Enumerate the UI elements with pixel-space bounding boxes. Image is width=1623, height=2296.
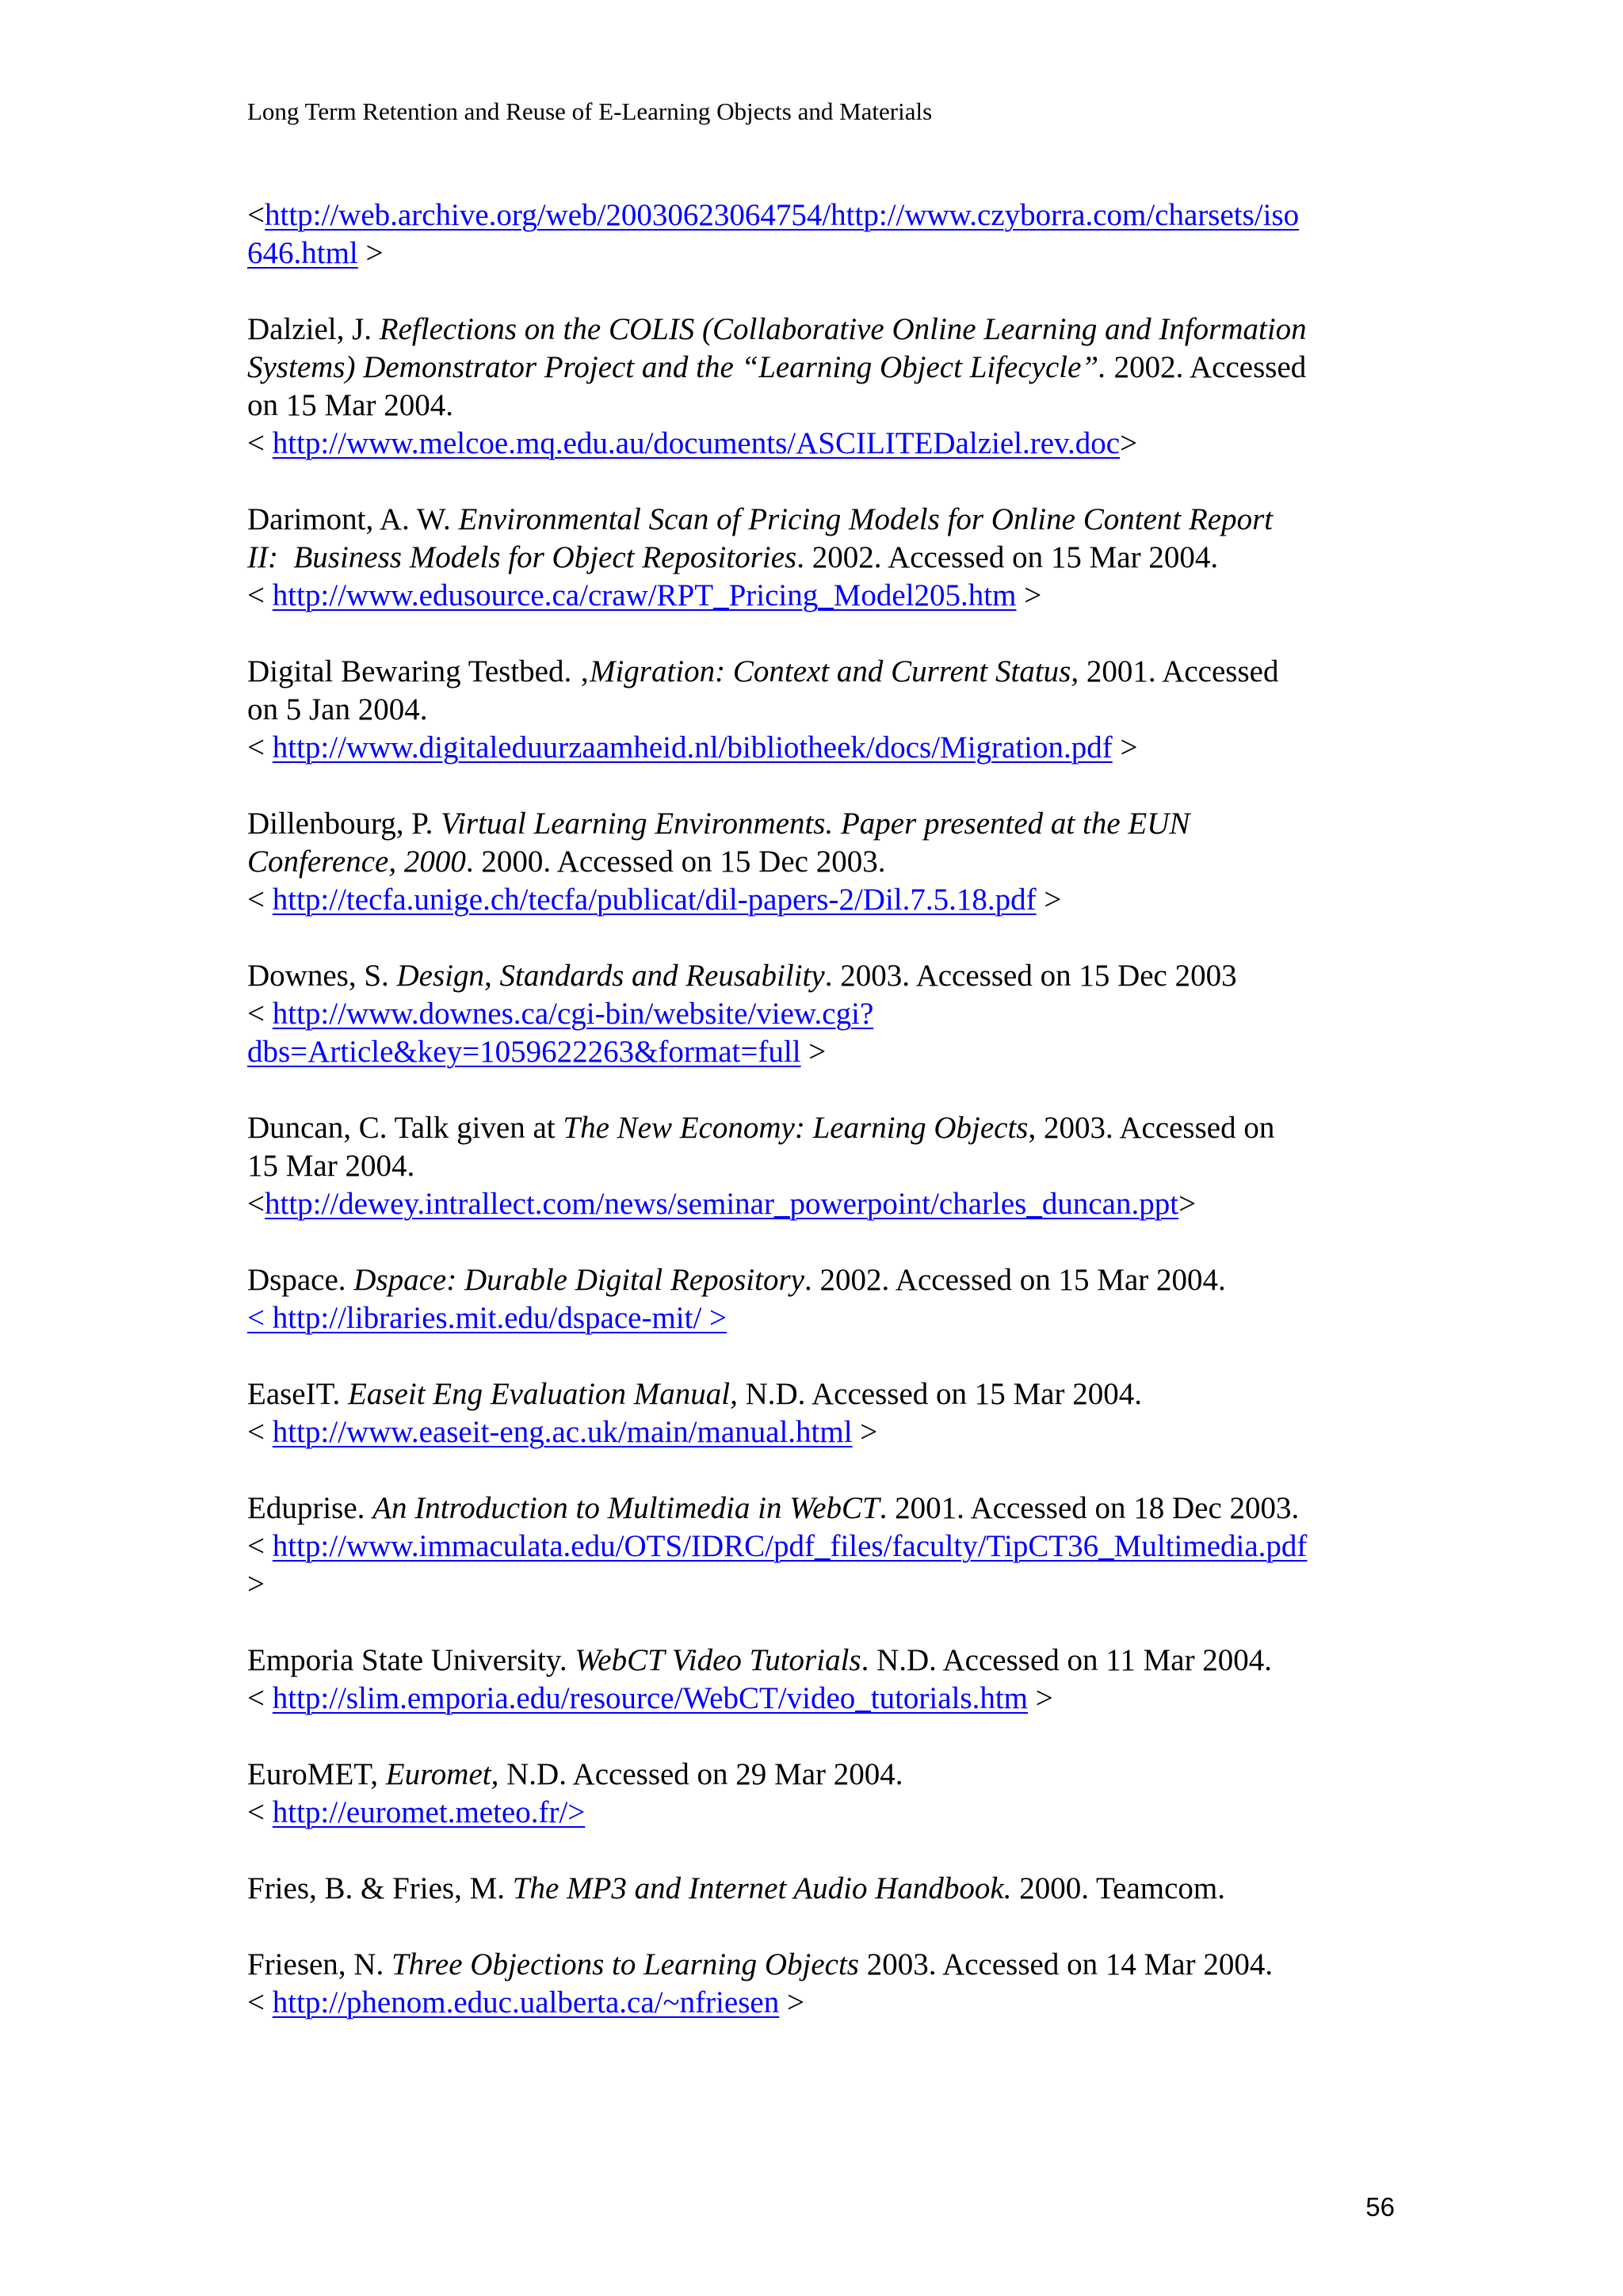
reference-details: . 2002. Accessed on 15 Mar 2004. — [804, 1263, 1226, 1297]
reference-details: . 2001. Accessed on 18 Dec 2003. — [879, 1491, 1300, 1525]
reference-title: Conference, 2000 — [247, 845, 466, 879]
reference-link[interactable]: http://www.melcoe.mq.edu.au/documents/ASCILITEDalziel.rev.doc — [272, 426, 1121, 460]
reference-text-line — [247, 1642, 1404, 1680]
reference-text-line: 15 Mar 2004. — [247, 1149, 415, 1183]
running-header: Long Term Retention and Reuse of E-Learning Objects and Materials — [247, 97, 933, 125]
reference-text-line — [247, 1375, 1404, 1413]
reference-author: Dspace. — [247, 1263, 354, 1297]
reference-link[interactable]: http://www.downes.ca/cgi-bin/website/view.cgi? dbs=Article&key=1059622263&format=full — [247, 997, 874, 1069]
reference-link[interactable]: http://dewey.intrallect.com/news/seminar_powerpoint/charles_duncan.ppt — [265, 1187, 1179, 1221]
reference-title: An Introduction to Multimedia in WebCT — [372, 1491, 880, 1525]
page-number: 56 — [1365, 2192, 1395, 2222]
reference-link[interactable]: http://tecfa.unige.ch/tecfa/publicat/dil-papers-2/Dil.7.5.18.pdf — [272, 883, 1037, 917]
reference-url-line: <http://dewey.intrallect.com/news/seminar_powerpoint/charles_duncan.ppt> — [247, 1187, 1197, 1221]
reference-text-line — [247, 1489, 1404, 1527]
reference-details: , 2003. Accessed on — [1028, 1111, 1275, 1145]
reference-title: Euromet, — [385, 1757, 499, 1791]
reference-author: Dillenbourg, P. — [247, 807, 441, 841]
reference-url-line: < http://www.edusource.ca/craw/RPT_Pricing_Model205.htm > — [247, 578, 1042, 612]
reference-text-line — [247, 501, 1404, 539]
reference-title: Three Objections to Learning Objects — [391, 1947, 859, 1981]
reference-author: Dalziel, J. — [247, 312, 380, 346]
reference-title: The New Economy: Learning Objects — [563, 1111, 1029, 1145]
reference-url-line: < http://www.digitaleduurzaamheid.nl/bibliotheek/docs/Migration.pdf > — [247, 730, 1138, 765]
reference-title: Design, Standards and Reusability — [396, 959, 825, 993]
reference-title: Migration: Context and Current Status, — [589, 654, 1079, 688]
reference-details: N.D. Accessed on 29 Mar 2004. — [498, 1757, 903, 1791]
reference-text-line — [247, 805, 1404, 843]
reference-text-line — [247, 653, 1404, 691]
reference-details: . N.D. Accessed on 11 Mar 2004. — [861, 1643, 1273, 1677]
reference-link[interactable]: http://www.digitaleduurzaamheid.nl/bibliotheek/docs/Migration.pdf — [272, 730, 1113, 765]
reference-title: Virtual Learning Environments. Paper presented at the EUN — [441, 807, 1190, 841]
reference-entry — [247, 805, 1404, 919]
reference-link[interactable]: http://web.archive.org/web/20030623064754/http://www.czyborra.com/charsets/iso 646.html — [247, 198, 1300, 270]
reference-text-line — [247, 311, 1404, 349]
reference-details: N.D. Accessed on 15 Mar 2004. — [737, 1377, 1142, 1411]
reference-title: Systems) Demonstrator Project and the “Learning Object Lifecycle”. — [247, 350, 1106, 384]
reference-text-line — [247, 1109, 1404, 1147]
reference-link[interactable]: http://www.edusource.ca/craw/RPT_Pricing_Model205.htm — [272, 578, 1017, 612]
reference-text-line — [247, 349, 1404, 387]
reference-entry — [247, 653, 1404, 767]
reference-entry — [247, 1489, 1404, 1604]
reference-details: 2003. Accessed on 14 Mar 2004. — [858, 1947, 1274, 1981]
reference-text-line: on 15 Mar 2004. — [247, 388, 453, 422]
reference-author: Darimont, A. W. — [247, 502, 459, 536]
reference-text-line — [247, 957, 1404, 995]
reference-link[interactable]: http://euromet.meteo.fr/> — [272, 1795, 586, 1829]
reference-text-line — [247, 1946, 1404, 1984]
reference-author: Friesen, N. — [247, 1947, 391, 1981]
reference-entry — [247, 1109, 1404, 1223]
reference-url-line: < http://slim.emporia.edu/resource/WebCT/video_tutorials.htm > — [247, 1681, 1053, 1715]
reference-title: Reflections on the COLIS (Collaborative Online Learning and Information — [379, 312, 1307, 346]
reference-title: WebCT Video Tutorials — [575, 1643, 861, 1677]
reference-url-line: <http://web.archive.org/web/20030623064754/http://www.czyborra.com/charsets/iso 646.html > — [247, 198, 1300, 270]
reference-link[interactable]: http://slim.emporia.edu/resource/WebCT/video_tutorials.htm — [272, 1681, 1029, 1715]
reference-entry — [247, 1375, 1404, 1451]
reference-url-line: < http://euromet.meteo.fr/> — [247, 1795, 586, 1829]
reference-entry — [247, 196, 1404, 273]
reference-author: EaseIT. — [247, 1377, 349, 1411]
reference-details: . 2000. Accessed on 15 Dec 2003. — [465, 845, 886, 879]
reference-author: Digital Bewaring Testbed. ‚ — [247, 654, 590, 688]
reference-link[interactable]: http://www.immaculata.edu/OTS/IDRC/pdf_files/faculty/TipCT36_Multimedia.pdf — [272, 1529, 1308, 1563]
reference-entry — [247, 1946, 1404, 2022]
reference-title: Dspace: Durable Digital Repository — [353, 1263, 804, 1297]
reference-title: Environmental Scan of Pricing Models for Online Content Report — [458, 502, 1274, 536]
reference-details: . 2002. Accessed on 15 Mar 2004. — [796, 540, 1219, 574]
reference-title: II: Business Models for Object Repositories — [247, 540, 797, 574]
reference-link[interactable]: http://www.easeit-eng.ac.uk/main/manual.html — [272, 1415, 853, 1449]
reference-list — [247, 196, 1404, 2060]
reference-url-line: < http://phenom.educ.ualberta.ca/~nfriesen > — [247, 1985, 804, 2019]
reference-entry — [247, 957, 1404, 1071]
reference-entry — [247, 1870, 1404, 1908]
reference-link[interactable]: http://phenom.educ.ualberta.ca/~nfriesen — [272, 1985, 780, 2019]
reference-author: EuroMET, — [247, 1757, 386, 1791]
reference-details: 2002. Accessed — [1106, 350, 1307, 384]
reference-entry — [247, 1261, 1404, 1337]
reference-entry — [247, 311, 1404, 463]
reference-url-line: < http://tecfa.unige.ch/tecfa/publicat/dil-papers-2/Dil.7.5.18.pdf > — [247, 883, 1062, 917]
reference-url-line: < http://www.melcoe.mq.edu.au/documents/ASCILITEDalziel.rev.doc> — [247, 426, 1138, 460]
reference-text-line — [247, 843, 1404, 881]
reference-text-line — [247, 1261, 1404, 1299]
reference-text-line: on 5 Jan 2004. — [247, 692, 428, 727]
reference-author: Emporia State University. — [247, 1643, 575, 1677]
reference-title: Easeit Eng Evaluation Manual, — [348, 1377, 738, 1411]
reference-details: . 2003. Accessed on 15 Dec 2003 — [824, 959, 1237, 993]
reference-url-line: < http://www.downes.ca/cgi-bin/website/view.cgi? dbs=Article&key=1059622263&format=full > — [247, 997, 874, 1069]
reference-url-line: < http://www.easeit-eng.ac.uk/main/manual.html > — [247, 1415, 878, 1449]
reference-entry — [247, 1756, 1404, 1832]
reference-url-line: < http://www.immaculata.edu/OTS/IDRC/pdf_files/faculty/TipCT36_Multimedia.pdf > — [247, 1529, 1308, 1601]
reference-author: Downes, S. — [247, 959, 397, 993]
reference-text-line — [247, 539, 1404, 577]
reference-url-line — [247, 1299, 1404, 1337]
reference-text-line — [247, 1756, 1404, 1794]
reference-entry — [247, 1642, 1404, 1718]
reference-details: 2000. Teamcom. — [1011, 1871, 1225, 1905]
reference-author: Duncan, C. Talk given at — [247, 1111, 563, 1145]
reference-entry — [247, 501, 1404, 615]
reference-title: The MP3 and Internet Audio Handbook. — [512, 1871, 1012, 1905]
reference-author: Fries, B. & Fries, M. — [247, 1871, 513, 1905]
reference-author: Eduprise. — [247, 1491, 373, 1525]
reference-link[interactable]: < http://libraries.mit.edu/dspace-mit/ > — [247, 1301, 727, 1335]
reference-text-line — [247, 1870, 1404, 1908]
reference-details: 2001. Accessed — [1079, 654, 1279, 688]
